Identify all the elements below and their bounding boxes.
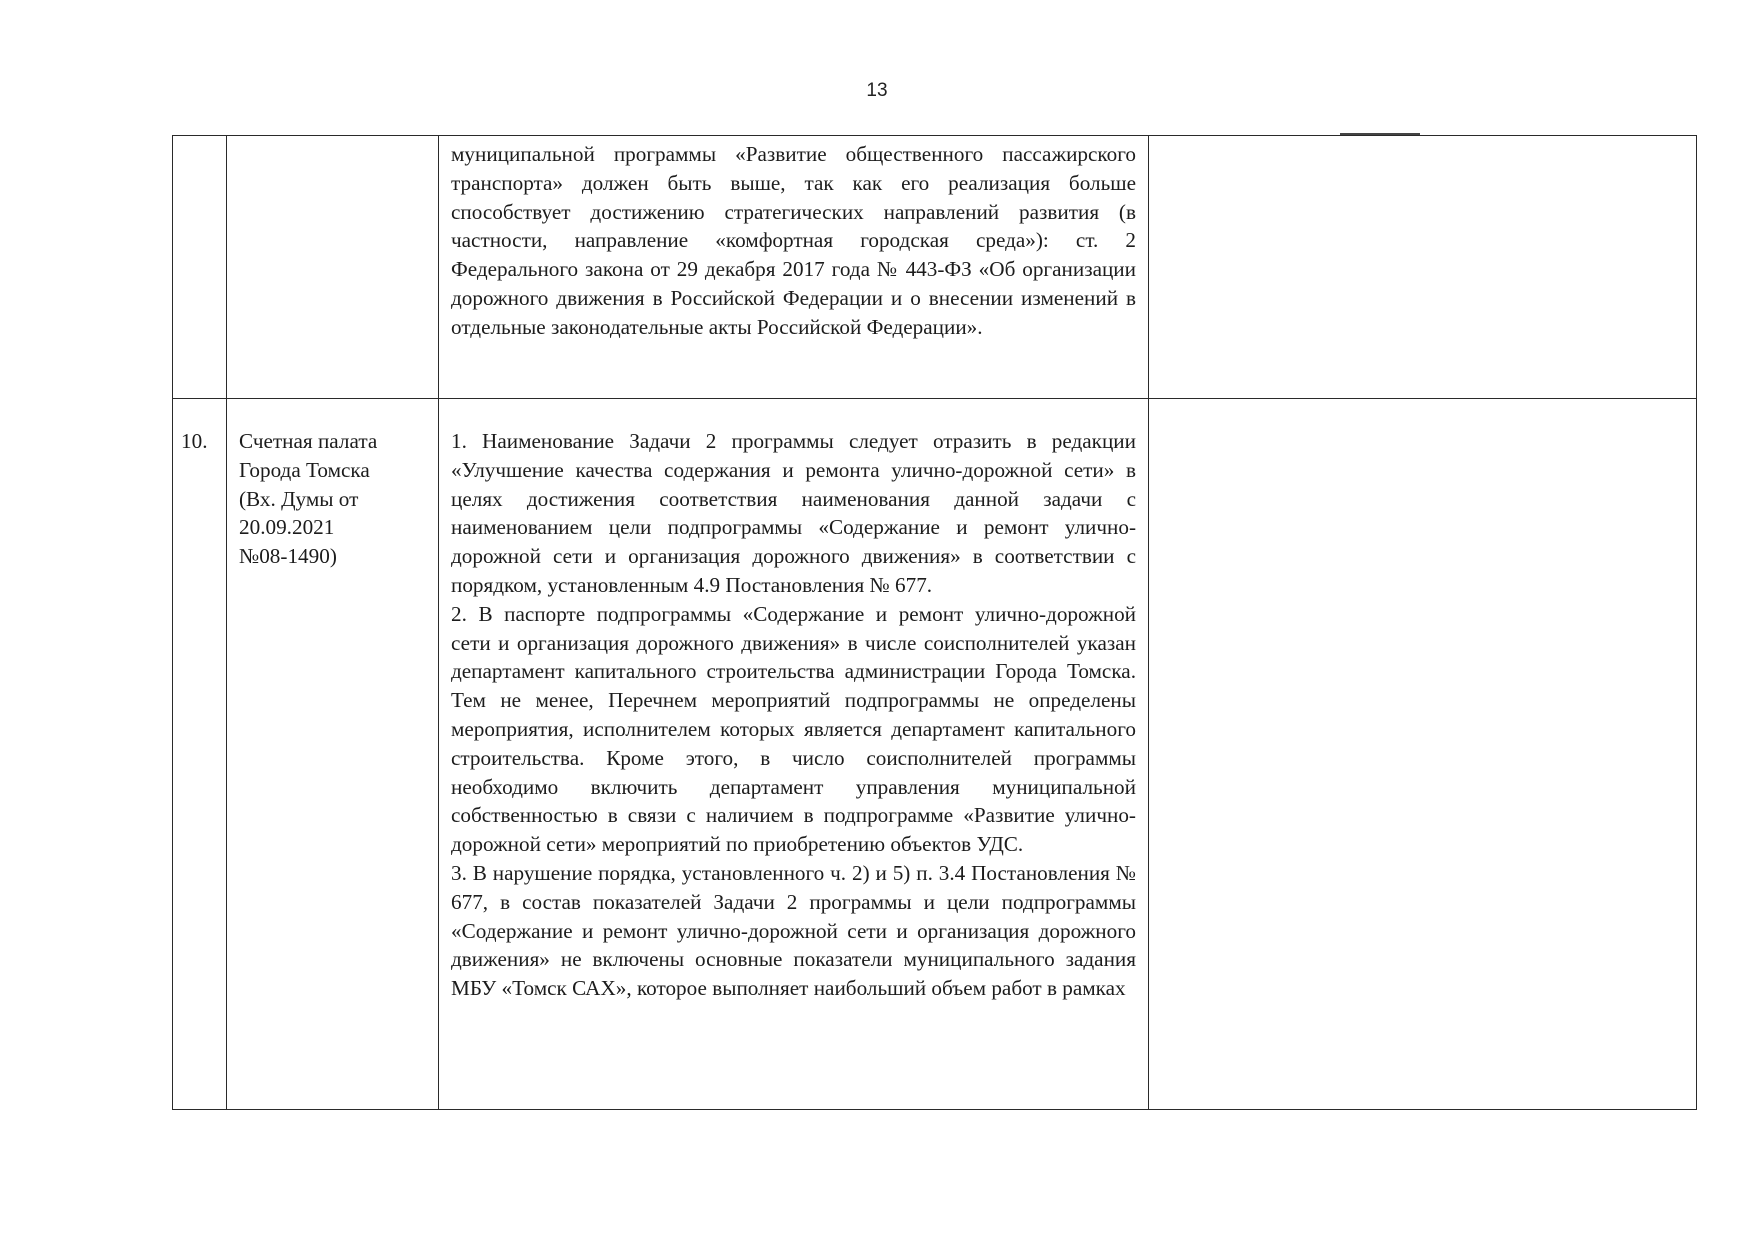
author-line: Счетная палата (239, 429, 378, 453)
response-text (1149, 136, 1696, 144)
page-number: 13 (866, 80, 888, 101)
remark-cell (439, 136, 1149, 399)
author (227, 136, 438, 144)
author-line: Города Томска (239, 457, 370, 482)
remark-text (439, 136, 1148, 346)
remark-paragraph: муниципальной программы «Развитие общественного пассажирского транспорта» должен быть выше, так как его реализация больше способствует достижению стратегических направлений развития (в частности, направление «комфортная городская среда»): ст. 2 Федерального закона от 29 декабря 2017 года № 443-ФЗ «Об организации дорожного движения в Российской Федерации и о внесении изменений в отдельные законодательные акты Российской Федерации». (451, 142, 1136, 339)
remark-text (439, 399, 1148, 1007)
author-line: 20.09.2021 (239, 515, 335, 540)
remarks-table (172, 135, 1697, 1110)
response-text (1149, 399, 1696, 431)
row-number-cell (173, 399, 227, 1110)
row-number: 10. (181, 429, 208, 453)
remark-paragraph: 3. В нарушение порядка, установленного ч. 2) и 5) п. 3.4 Постановления № 677, в состав показателей Задачи 2 программы и цели подпрограммы «Содержание и ремонт улично-дорожной сети и организация дорожного движения» не включены основные показатели муниципального задания МБУ «Томск САХ», которое выполняет наибольший объем работ в рамках (451, 860, 1136, 1001)
remark-paragraph: 2. В паспорте подпрограммы «Содержание и ремонт улично-дорожной сети и организация дорожного движения» в числе соисполнителей указан департамент капитального строительства администрации Города Томска. Тем не менее, Перечнем мероприятий подпрограммы не определены мероприятия, исполнителем которых является департамент капитального строительства. Кроме этого, в число соисполнителей программы необходимо включить департамент управления муниципальной собственностью в связи с наличием в подпрограмме «Развитие улично-дорожной сети» мероприятий по приобретению объектов УДС. (451, 601, 1136, 857)
table-row (173, 136, 1697, 399)
author-line: №08-1490) (239, 544, 337, 569)
row-number (173, 136, 226, 144)
remark-paragraph: 1. Наименование Задачи 2 программы следует отразить в редакции «Улучшение качества содержания и ремонта улично-дорожной сети» в целях достижения соответствия наименования данной задачи с наименованием цели подпрограммы «Содержание и ремонт улично-дорожной сети и организация дорожного движения» в соответствии с порядком, установленным 4.9 Постановления № 677. (451, 429, 1136, 597)
response-cell (1149, 399, 1697, 1110)
response-cell (1149, 136, 1697, 399)
author (227, 399, 438, 575)
remark-cell (439, 399, 1149, 1110)
author-cell (227, 399, 439, 1110)
table-row (173, 399, 1697, 1110)
row-number-cell (173, 136, 227, 399)
author-line: (Вх. Думы от (239, 486, 359, 511)
author-cell (227, 136, 439, 399)
